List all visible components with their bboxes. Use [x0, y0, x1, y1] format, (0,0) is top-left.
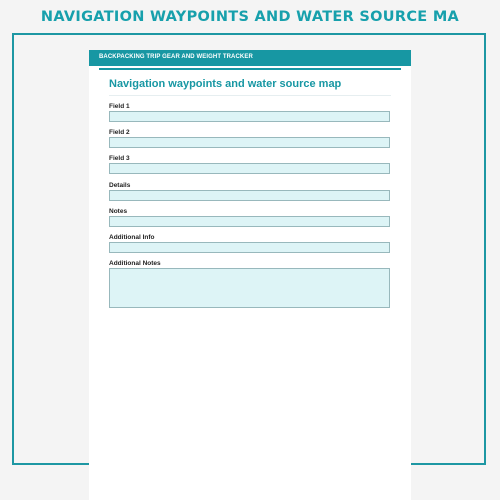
additional-notes-label: Additional Notes — [109, 260, 161, 267]
notes-label: Notes — [109, 208, 128, 215]
page-title: NAVIGATION WAYPOINTS AND WATER SOURCE MA — [40, 9, 460, 25]
field-1-label: Field 1 — [109, 103, 130, 110]
details-label: Details — [109, 182, 131, 189]
notes-input[interactable] — [109, 216, 390, 227]
field-2-input[interactable] — [109, 137, 390, 148]
header-divider — [99, 68, 401, 70]
field-3-label: Field 3 — [109, 155, 130, 162]
title-divider — [109, 95, 391, 96]
form-title: Navigation waypoints and water source map — [109, 78, 342, 90]
details-input[interactable] — [109, 190, 390, 201]
field-2-label: Field 2 — [109, 129, 130, 136]
field-3-input[interactable] — [109, 163, 390, 174]
document-sheet — [89, 50, 411, 500]
field-1-input[interactable] — [109, 111, 390, 122]
additional-notes-textarea[interactable] — [109, 268, 390, 308]
document-header-text: BACKPACKING TRIP GEAR AND WEIGHT TRACKER — [99, 54, 253, 60]
additional-info-input[interactable] — [109, 242, 390, 253]
additional-info-label: Additional Info — [109, 234, 155, 241]
document-header-bar — [89, 50, 411, 66]
